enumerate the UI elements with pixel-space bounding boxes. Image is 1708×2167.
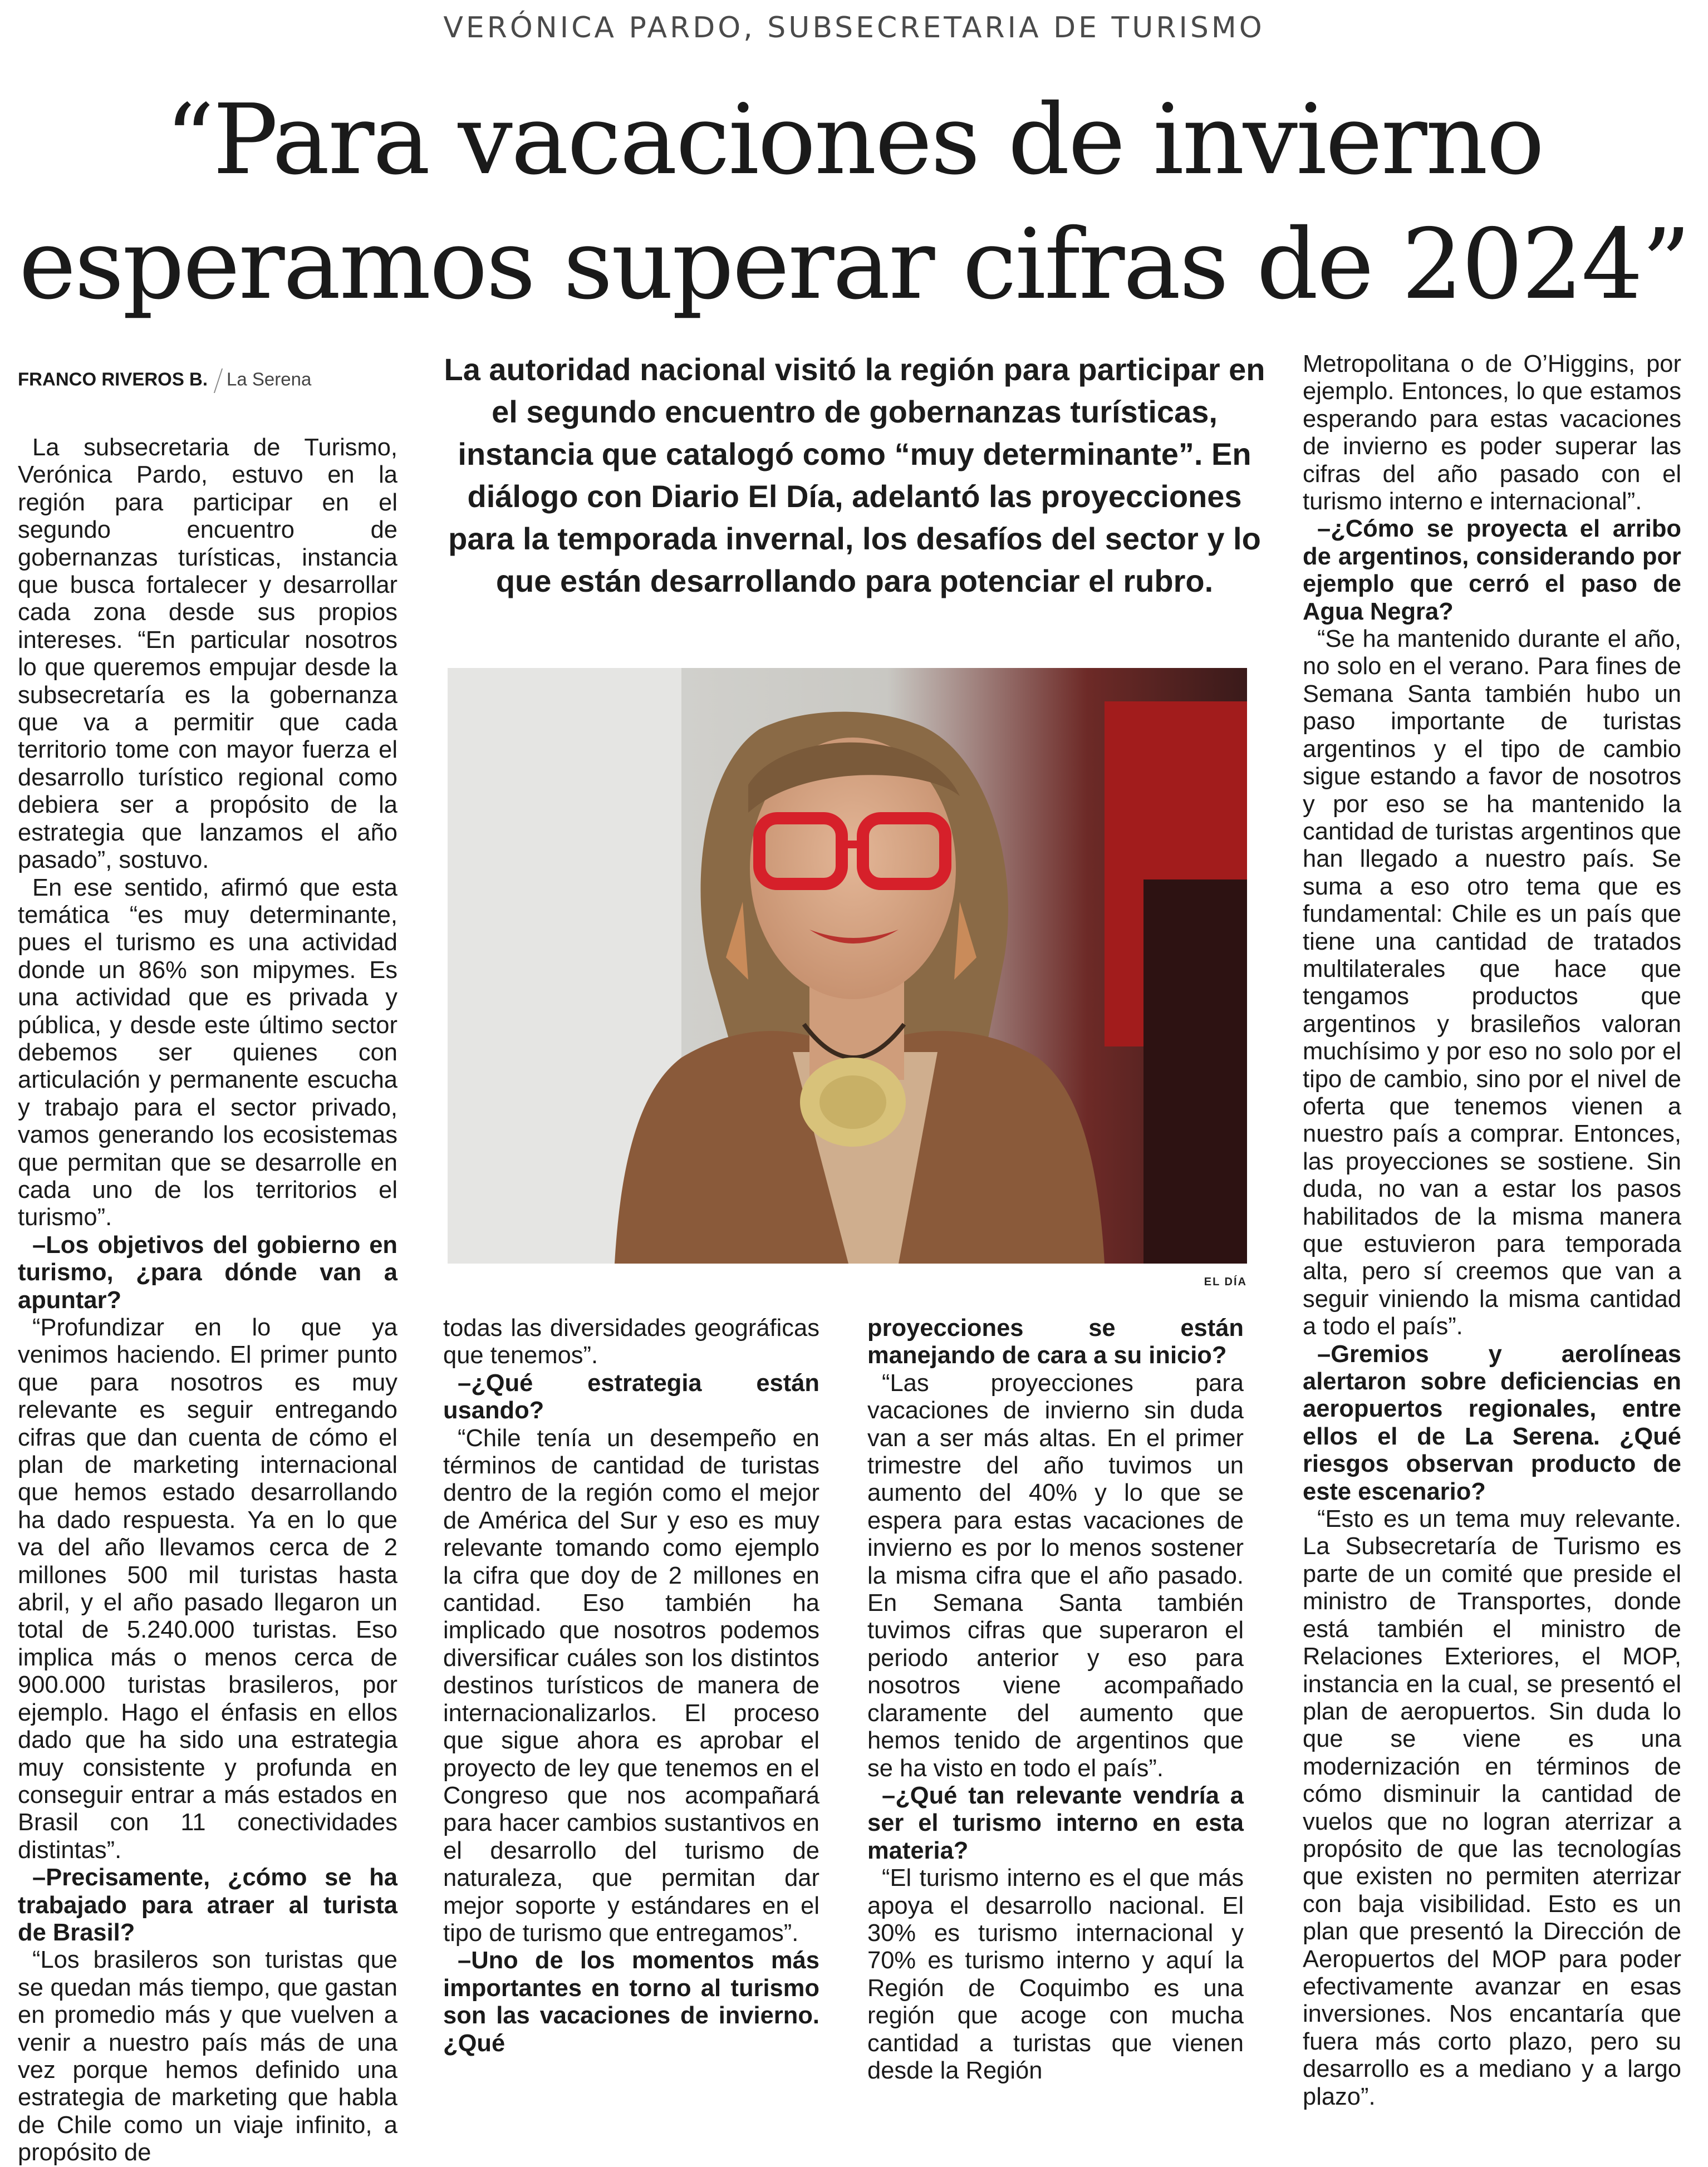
- lead-paragraph: La autoridad nacional visitó la región para participar en el segundo encuentro de gobernanzas turísticas, instancia que catalogó como “muy determinante”. En diálogo con Diario El Día, adelantó las proyecciones para la temporada invernal, los desafíos del sector y lo que están desarrollando para potenciar el rubro.: [444, 352, 1265, 598]
- byline: [18, 368, 311, 393]
- interview-question: –Uno de los momentos más importantes en torno al turismo son las vacaciones de invierno. ¿Qué: [443, 1947, 819, 2057]
- paragraph: “Los brasileros son turistas que se quedan más tiempo, que gastan en promedio más y que vuelven a venir a nuestro país más de una vez porque hemos definido una estrategia de marketing que habla de Chile como un viaje infinito, a propósito de: [18, 1947, 397, 2166]
- column-3: [867, 1315, 1244, 2085]
- photo-credit: EL DÍA: [1204, 1276, 1247, 1288]
- byline-location: La Serena: [227, 368, 312, 390]
- paragraph: Metropolitana o de O’Higgins, por ejemplo. Entonces, lo que estamos esperando para estas vacaciones de invierno es poder superar las cifras del año pasado con el turismo interno e internacional”.: [1303, 351, 1681, 515]
- interview-question: –¿Qué tan relevante vendría a ser el turismo interno en esta materia?: [867, 1782, 1244, 1864]
- interview-question: –Precisamente, ¿cómo se ha trabajado para atraer al turista de Brasil?: [18, 1864, 397, 1946]
- paragraph: “Esto es un tema muy relevante. La Subsecretaría de Turismo es parte de un comité que preside el ministro de Transportes, donde está también el ministro de Relaciones Exteriores, el MOP, instancia en la cual, se presentó el plan de aeropuertos. Sin duda lo que se viene es una modernización en términos de cómo disminuir la cantidad de vuelos que no logran aterrizar a propósito de que las tecnologías que existen no permiten aterrizar con baja visibilidad. Esto es un plan que presentó la Dirección de Aeropuertos del MOP para poder efectivamente avanzar en esas inversiones. Nos encantaría que fuera más corto plazo, pero su desarrollo es a mediano y a largo plazo”.: [1303, 1506, 1681, 2110]
- portrait-photo: [448, 668, 1247, 1264]
- headline-line-2: esperamos superar cifras de 2024”: [18, 208, 1690, 321]
- paragraph: “El turismo interno es el que más apoya el desarrollo nacional. El 30% es turismo internacional y 70% es turismo interno y aquí la Región de Coquimbo es una región que acoge con mucha cantidad a turistas que vienen desde la Región: [867, 1865, 1244, 2084]
- column-1: [18, 434, 397, 2167]
- interview-question: –¿Cómo se proyecta el arribo de argentinos, considerando por ejemplo que cerró el paso de Agua Negra?: [1303, 515, 1681, 625]
- interview-question: –Los objetivos del gobierno en turismo, ¿para dónde van a apuntar?: [18, 1231, 397, 1314]
- interview-question: –¿Qué estrategia están usando?: [443, 1369, 819, 1424]
- paragraph: “Las proyecciones para vacaciones de invierno sin duda van a ser más altas. En el primer trimestre del año tuvimos un aumento del 40% y lo que se espera para estas vacaciones de invierno es por lo menos sostener la misma cifra que el año pasado. En Semana Santa también tuvimos cifras que superaron el periodo anterior y eso para nosotros viene acompañado claramente del aumento que hemos tenido de argentinos que se ha visto en todo el país”.: [867, 1369, 1244, 1782]
- paragraph: todas las diversidades geográficas que tenemos”.: [443, 1315, 819, 1369]
- column-4: [1303, 351, 1681, 2111]
- paragraph: En ese sentido, afirmó que esta temática “es muy determinante, pues el turismo es una actividad donde un 86% son mipymes. Es una actividad que es privada y pública, y desde este último sector debemos ser quienes con articulación y permanente escucha y trabajo para el sector privado, vamos generando los ecosistemas que permitan que se desarrolle en cada uno de los territorios el turismo”.: [18, 874, 397, 1231]
- interview-question: –Gremios y aerolíneas alertaron sobre deficiencias en aeropuertos regionales, entre ellos el de La Serena. ¿Qué riesgos observan producto de este escenario?: [1303, 1340, 1681, 1505]
- paragraph: “Profundizar en lo que ya venimos haciendo. El primer punto que para nosotros es muy relevante es seguir entregando cifras que dan cuenta de cómo el plan de marketing internacional que hemos estado desarrollando ha dado respuesta. Ya en lo que va del año llevamos cerca de 2 millones 500 mil turistas hasta abril, y el año pasado llegaron un total de 5.240.000 turistas. Eso implica más o menos cerca de 900.000 turistas brasileros, por ejemplo. Hago el énfasis en ellos dado que ha sido una estrategia muy consistente y profunda en conseguir entrar a más estados en Brasil con 11 conectividades distintas”.: [18, 1314, 397, 1864]
- byline-divider: [214, 368, 223, 393]
- paragraph: “Se ha mantenido durante el año, no solo en el verano. Para fines de Semana Santa también hubo un paso importante de turistas argentinos y el tipo de cambio sigue estando a favor de nosotros y por eso se ha mantenido la cantidad de turistas argentinos que han llegado a nuestro país. Se suma a eso otro tema que es fundamental: Chile es un país que tiene una cantidad de tratados multilaterales que hace que tengamos productos que argentinos y brasileños valoran muchísimo y por eso no solo por el tipo de cambio, sino por el nivel de oferta que tenemos vienen a nuestro país a comprar. Entonces, las proyecciones se sostiene. Sin duda, no van a estar los pasos habilitados de la misma manera que estuvieron para temporada alta, pero sí creemos que van a seguir viniendo la misma cantidad a todo el país”.: [1303, 626, 1681, 1340]
- paragraph: La subsecretaria de Turismo, Verónica Pardo, estuvo en la región para participar en el segundo encuentro de gobernanzas turísticas, instancia que busca fortalecer y desarrollar cada zona desde sus propios intereses. “En particular nosotros lo que queremos empujar desde la subsecretaría es la gobernanza que va a permitir que cada territorio tome con mayor fuerza el desarrollo turístico regional como debiera ser a propósito de la estrategia que lanzamos el año pasado”, sostuvo.: [18, 434, 397, 874]
- interview-question: proyecciones se están manejando de cara a su inicio?: [867, 1315, 1244, 1369]
- column-2: [443, 1315, 819, 2057]
- kicker: VERÓNICA PARDO, SUBSECRETARIA DE TURISMO: [443, 11, 1265, 45]
- paragraph: “Chile tenía un desempeño en términos de cantidad de turistas dentro de la región como el mejor de América del Sur y eso es muy relevante tomando como ejemplo la cifra que doy de 2 millones en cantidad. Eso también ha implicado que nosotros podemos diversificar cuáles son los distintos destinos turísticos de manera de internacionalizarlos. El proceso que sigue ahora es aprobar el proyecto de ley que tenemos en el Congreso que nos acompañará para hacer cambios sustantivos en el desarrollo del turismo de naturaleza, que permitan dar mejor soporte y estándares en el tipo de turismo que entregamos”.: [443, 1424, 819, 1947]
- byline-author: FRANCO RIVEROS B.: [18, 368, 208, 390]
- headline: [0, 78, 1708, 327]
- headline-line-1: “Para vacaciones de invierno: [165, 83, 1543, 196]
